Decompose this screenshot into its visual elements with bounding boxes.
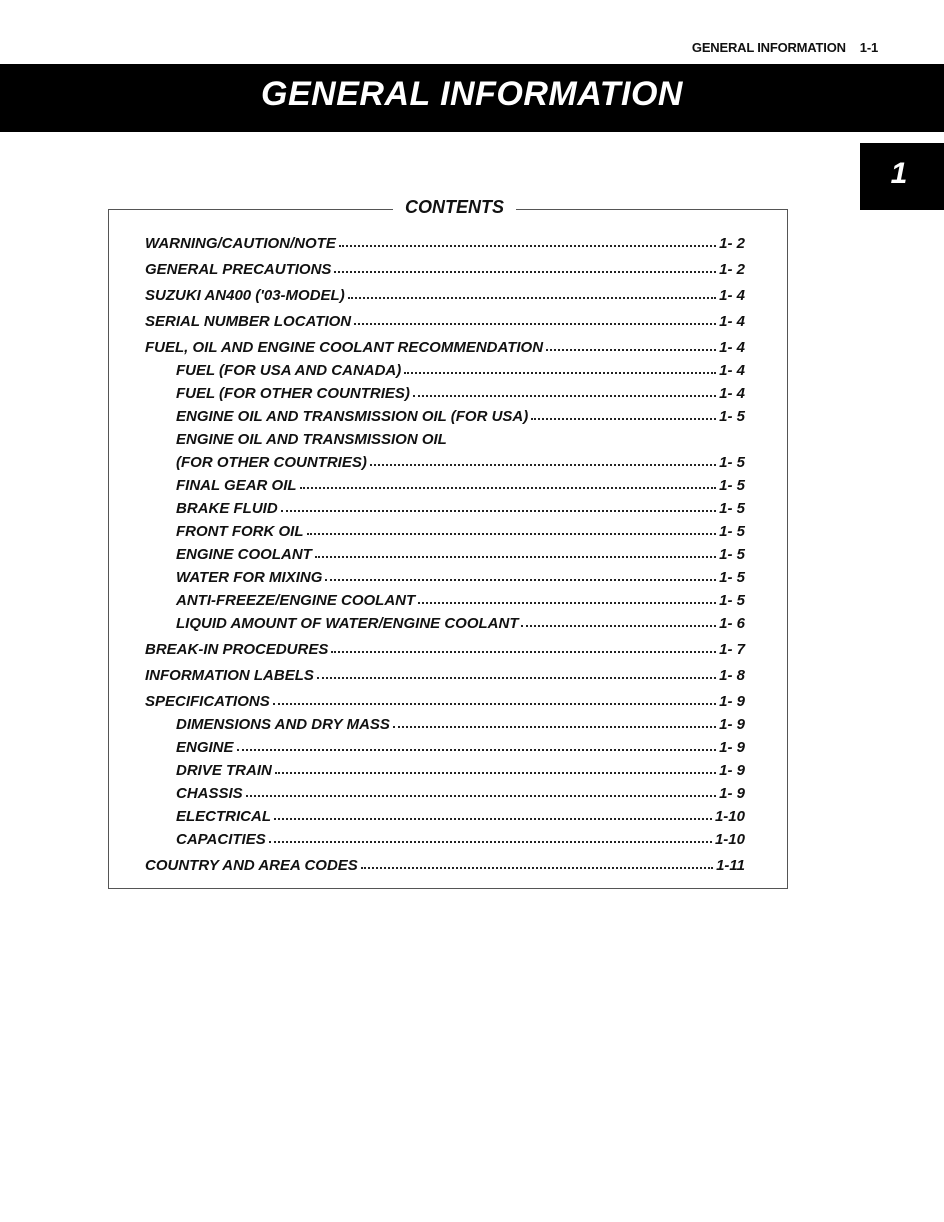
toc-entry-page: 1- 9	[719, 785, 745, 802]
toc-entry-page: 1- 4	[719, 362, 745, 379]
toc-dot-leader	[404, 372, 716, 374]
toc-entry-page: 1- 6	[719, 615, 745, 632]
toc-dot-leader	[331, 651, 716, 653]
toc-dot-leader	[325, 579, 716, 581]
toc-entry-label: FRONT FORK OIL	[176, 523, 304, 540]
toc-entry-label: FUEL (FOR OTHER COUNTRIES)	[176, 385, 410, 402]
running-header-section: GENERAL INFORMATION	[691, 40, 846, 55]
toc-dot-leader	[413, 395, 716, 397]
toc-entry-page: 1- 5	[719, 569, 745, 586]
toc-dot-leader	[315, 556, 716, 558]
page-title: GENERAL INFORMATION	[261, 75, 683, 113]
toc-entry-label: CHASSIS	[176, 785, 243, 802]
toc-entry[interactable]	[145, 658, 745, 684]
toc-entry[interactable]	[145, 563, 745, 586]
toc-entry-label: GENERAL PRECAUTIONS	[145, 261, 332, 278]
toc-entry-page: 1- 4	[719, 313, 745, 330]
toc-entry-page: 1- 5	[719, 592, 745, 609]
chapter-tab	[860, 143, 944, 210]
toc-entry[interactable]	[145, 609, 745, 632]
toc-list	[145, 226, 745, 874]
toc-entry-label: FUEL (FOR USA AND CANADA)	[176, 362, 402, 379]
toc-entry-label: BREAK-IN PROCEDURES	[145, 641, 329, 658]
toc-entry[interactable]	[145, 356, 745, 379]
toc-entry[interactable]	[145, 825, 745, 848]
toc-entry-page: 1- 9	[719, 762, 745, 779]
toc-dot-leader	[307, 533, 717, 535]
toc-dot-leader	[269, 841, 712, 843]
toc-entry-page: 1- 7	[719, 641, 745, 658]
toc-entry-page: 1- 5	[719, 408, 745, 425]
toc-entry[interactable]	[145, 379, 745, 402]
toc-entry[interactable]	[145, 226, 745, 252]
toc-entry-page: 1- 8	[719, 667, 745, 684]
toc-entry-label: SERIAL NUMBER LOCATION	[145, 313, 352, 330]
toc-entry-label: FUEL, OIL AND ENGINE COOLANT RECOMMENDATION	[145, 339, 544, 356]
toc-dot-leader	[339, 245, 716, 247]
toc-entry[interactable]	[145, 278, 745, 304]
toc-entry-label: ELECTRICAL	[176, 808, 271, 825]
toc-entry-label: ENGINE OIL AND TRANSMISSION OIL	[176, 431, 447, 448]
toc-entry[interactable]	[145, 425, 745, 448]
toc-entry[interactable]	[145, 494, 745, 517]
running-header	[692, 40, 878, 55]
toc-entry-label: (FOR OTHER COUNTRIES)	[176, 454, 367, 471]
toc-entry-page: 1- 4	[719, 385, 745, 402]
toc-entry-label: WARNING/CAUTION/NOTE	[145, 235, 336, 252]
title-bar	[0, 64, 944, 132]
toc-entry-label: INFORMATION LABELS	[145, 667, 314, 684]
toc-entry[interactable]	[145, 448, 745, 471]
toc-entry-page: 1- 5	[719, 546, 745, 563]
toc-dot-leader	[393, 726, 716, 728]
toc-entry-page: 1- 5	[719, 454, 745, 471]
toc-entry-label: ANTI-FREEZE/ENGINE COOLANT	[176, 592, 416, 609]
toc-entry-label: WATER FOR MIXING	[176, 569, 323, 586]
toc-entry-page: 1-10	[714, 808, 745, 825]
toc-entry-page: 1- 4	[719, 339, 745, 356]
toc-entry-page: 1- 5	[719, 500, 745, 517]
toc-entry[interactable]	[145, 710, 745, 733]
toc-dot-leader	[361, 867, 713, 869]
toc-entry-label: FINAL GEAR OIL	[176, 477, 297, 494]
toc-entry[interactable]	[145, 471, 745, 494]
toc-dot-leader	[370, 464, 716, 466]
toc-entry-label: SPECIFICATIONS	[145, 693, 270, 710]
toc-entry-label: COUNTRY AND AREA CODES	[145, 857, 358, 874]
toc-entry[interactable]	[145, 733, 745, 756]
toc-entry[interactable]	[145, 540, 745, 563]
toc-entry-label: CAPACITIES	[176, 831, 266, 848]
toc-dot-leader	[275, 772, 716, 774]
toc-entry[interactable]	[145, 252, 745, 278]
toc-entry-page: 1- 2	[719, 261, 745, 278]
toc-entry-page: 1-11	[716, 857, 745, 874]
toc-dot-leader	[273, 703, 716, 705]
toc-dot-leader	[348, 297, 716, 299]
toc-entry-page: 1- 9	[719, 716, 745, 733]
toc-dot-leader	[334, 271, 716, 273]
toc-entry-label: BRAKE FLUID	[176, 500, 278, 517]
toc-entry[interactable]	[145, 304, 745, 330]
toc-entry-label: ENGINE	[176, 739, 234, 756]
toc-entry-label: ENGINE OIL AND TRANSMISSION OIL (FOR USA)	[176, 408, 529, 425]
toc-dot-leader	[354, 323, 716, 325]
contents-heading: CONTENTS	[393, 197, 516, 218]
toc-dot-leader	[300, 487, 717, 489]
toc-entry[interactable]	[145, 330, 745, 356]
toc-entry-page: 1- 5	[719, 523, 745, 540]
toc-entry-page: 1- 2	[719, 235, 745, 252]
toc-dot-leader	[274, 818, 712, 820]
toc-entry-label: ENGINE COOLANT	[176, 546, 312, 563]
running-header-page-number: 1-1	[859, 40, 878, 55]
chapter-tab-number: 1	[890, 157, 908, 190]
toc-entry-label: SUZUKI AN400 ('03-MODEL)	[145, 287, 345, 304]
toc-entry-page: 1- 4	[719, 287, 745, 304]
toc-entry[interactable]	[145, 684, 745, 710]
toc-dot-leader	[521, 625, 716, 627]
toc-entry[interactable]	[145, 756, 745, 779]
toc-dot-leader	[237, 749, 717, 751]
toc-entry-page: 1- 9	[719, 693, 745, 710]
toc-entry[interactable]	[145, 586, 745, 609]
toc-dot-leader	[281, 510, 716, 512]
toc-dot-leader	[246, 795, 716, 797]
toc-entry-label: LIQUID AMOUNT OF WATER/ENGINE COOLANT	[176, 615, 519, 632]
toc-entry[interactable]	[145, 802, 745, 825]
toc-entry[interactable]	[145, 779, 745, 802]
toc-entry-page: 1- 5	[719, 477, 745, 494]
toc-entry[interactable]	[145, 632, 745, 658]
toc-dot-leader	[418, 602, 716, 604]
toc-entry[interactable]	[145, 848, 745, 874]
toc-dot-leader	[531, 418, 716, 420]
toc-dot-leader	[546, 349, 716, 351]
toc-entry[interactable]	[145, 517, 745, 540]
toc-entry-label: DRIVE TRAIN	[176, 762, 272, 779]
toc-entry-label: DIMENSIONS AND DRY MASS	[176, 716, 390, 733]
toc-entry[interactable]	[145, 402, 745, 425]
toc-dot-leader	[317, 677, 716, 679]
toc-entry-page: 1-10	[714, 831, 745, 848]
toc-entry-page: 1- 9	[719, 739, 745, 756]
